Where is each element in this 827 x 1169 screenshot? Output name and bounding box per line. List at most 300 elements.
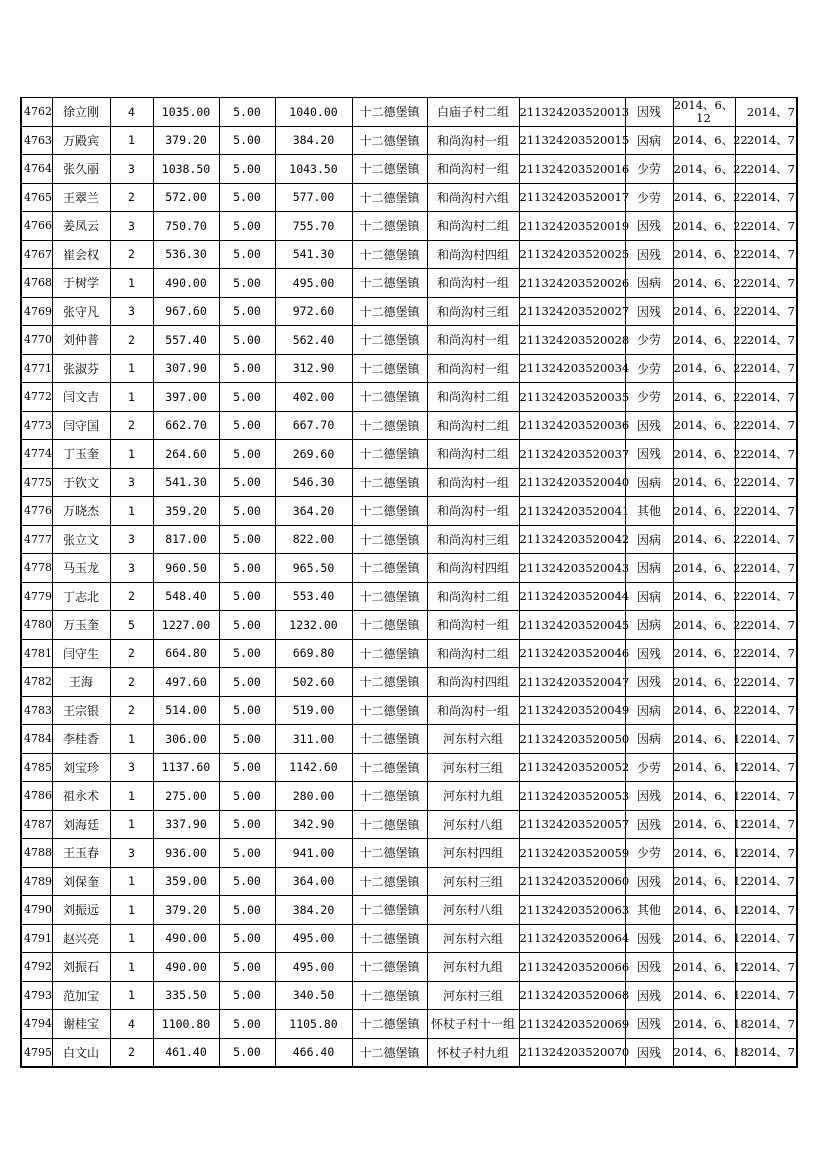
start-month-cell: 2014、7 (735, 98, 797, 127)
household-size-cell: 2 (110, 326, 153, 355)
table-row (21, 554, 797, 583)
record-id-cell: 4788 (21, 839, 52, 868)
town-cell: 十二德堡镇 (352, 1010, 427, 1039)
total-amount-cell: 312.90 (275, 354, 352, 383)
table-row (21, 867, 797, 896)
record-id-cell: 4786 (21, 782, 52, 811)
reason-cell: 因残 (625, 668, 673, 697)
start-month-cell: 2014、7 (735, 497, 797, 526)
increase-amount-cell: 5.00 (219, 696, 275, 725)
approval-date-cell: 2014、6、12 (673, 753, 735, 782)
table-row (21, 1010, 797, 1039)
record-id-cell: 4779 (21, 582, 52, 611)
reason-cell: 因病 (625, 611, 673, 640)
household-size-cell: 1 (110, 354, 153, 383)
increase-amount-cell: 5.00 (219, 582, 275, 611)
approval-date-cell: 2014、6、22 (673, 411, 735, 440)
village-group-cell: 河东村三组 (427, 981, 519, 1010)
name-cell: 张久丽 (52, 155, 110, 184)
name-cell: 刘保奎 (52, 867, 110, 896)
approval-date-cell: 2014、6、12 (673, 953, 735, 982)
total-amount-cell: 1040.00 (275, 98, 352, 127)
reason-cell: 因病 (625, 525, 673, 554)
name-cell: 张立文 (52, 525, 110, 554)
case-code-cell: 211324203520068 (519, 981, 625, 1010)
town-cell: 十二德堡镇 (352, 126, 427, 155)
name-cell: 丁玉奎 (52, 440, 110, 469)
reason-cell: 因残 (625, 240, 673, 269)
table-row (21, 668, 797, 697)
start-month-cell: 2014、7 (735, 297, 797, 326)
total-amount-cell: 502.60 (275, 668, 352, 697)
base-amount-cell: 490.00 (153, 924, 219, 953)
village-group-cell: 河东村九组 (427, 782, 519, 811)
base-amount-cell: 490.00 (153, 269, 219, 298)
reason-cell: 因残 (625, 981, 673, 1010)
table-row (21, 924, 797, 953)
case-code-cell: 211324203520042 (519, 525, 625, 554)
increase-amount-cell: 5.00 (219, 924, 275, 953)
base-amount-cell: 557.40 (153, 326, 219, 355)
household-size-cell: 2 (110, 668, 153, 697)
household-size-cell: 1 (110, 810, 153, 839)
table-row (21, 611, 797, 640)
approval-date-cell: 2014、6、22 (673, 468, 735, 497)
reason-cell: 因残 (625, 440, 673, 469)
approval-date-cell: 2014、6、18 (673, 1010, 735, 1039)
increase-amount-cell: 5.00 (219, 183, 275, 212)
village-group-cell: 怀杖子村十一组 (427, 1010, 519, 1039)
table-row (21, 411, 797, 440)
increase-amount-cell: 5.00 (219, 525, 275, 554)
base-amount-cell: 335.50 (153, 981, 219, 1010)
record-id-cell: 4792 (21, 953, 52, 982)
case-code-cell: 211324203520066 (519, 953, 625, 982)
record-id-cell: 4790 (21, 896, 52, 925)
reason-cell: 少劳 (625, 183, 673, 212)
household-size-cell: 3 (110, 525, 153, 554)
table-row (21, 240, 797, 269)
reason-cell: 因残 (625, 867, 673, 896)
base-amount-cell: 307.90 (153, 354, 219, 383)
start-month-cell: 2014、7 (735, 896, 797, 925)
record-id-cell: 4766 (21, 212, 52, 241)
table-row (21, 725, 797, 754)
village-group-cell: 河东村六组 (427, 725, 519, 754)
base-amount-cell: 664.80 (153, 639, 219, 668)
increase-amount-cell: 5.00 (219, 98, 275, 127)
household-size-cell: 2 (110, 411, 153, 440)
increase-amount-cell: 5.00 (219, 839, 275, 868)
town-cell: 十二德堡镇 (352, 639, 427, 668)
increase-amount-cell: 5.00 (219, 725, 275, 754)
base-amount-cell: 337.90 (153, 810, 219, 839)
town-cell: 十二德堡镇 (352, 725, 427, 754)
increase-amount-cell: 5.00 (219, 554, 275, 583)
name-cell: 祖永术 (52, 782, 110, 811)
table-row (21, 212, 797, 241)
increase-amount-cell: 5.00 (219, 240, 275, 269)
name-cell: 闫守国 (52, 411, 110, 440)
case-code-cell: 211324203520016 (519, 155, 625, 184)
town-cell: 十二德堡镇 (352, 896, 427, 925)
table-body (21, 98, 797, 1068)
name-cell: 王玉春 (52, 839, 110, 868)
base-amount-cell: 536.30 (153, 240, 219, 269)
reason-cell: 少劳 (625, 155, 673, 184)
base-amount-cell: 936.00 (153, 839, 219, 868)
reason-cell: 因病 (625, 582, 673, 611)
start-month-cell: 2014、7 (735, 782, 797, 811)
household-size-cell: 3 (110, 155, 153, 184)
household-size-cell: 2 (110, 582, 153, 611)
case-code-cell: 211324203520019 (519, 212, 625, 241)
table-row (21, 297, 797, 326)
name-cell: 万玉奎 (52, 611, 110, 640)
table-row (21, 126, 797, 155)
base-amount-cell: 497.60 (153, 668, 219, 697)
increase-amount-cell: 5.00 (219, 867, 275, 896)
start-month-cell: 2014、7 (735, 269, 797, 298)
name-cell: 李桂香 (52, 725, 110, 754)
table-row (21, 1038, 797, 1067)
base-amount-cell: 379.20 (153, 126, 219, 155)
town-cell: 十二德堡镇 (352, 240, 427, 269)
table-row (21, 440, 797, 469)
increase-amount-cell: 5.00 (219, 440, 275, 469)
household-size-cell: 2 (110, 183, 153, 212)
table-row (21, 468, 797, 497)
approval-date-cell: 2014、6、22 (673, 183, 735, 212)
total-amount-cell: 364.00 (275, 867, 352, 896)
base-amount-cell: 750.70 (153, 212, 219, 241)
case-code-cell: 211324203520057 (519, 810, 625, 839)
town-cell: 十二德堡镇 (352, 183, 427, 212)
town-cell: 十二德堡镇 (352, 582, 427, 611)
town-cell: 十二德堡镇 (352, 468, 427, 497)
total-amount-cell: 822.00 (275, 525, 352, 554)
village-group-cell: 和尚沟村四组 (427, 554, 519, 583)
case-code-cell: 211324203520028 (519, 326, 625, 355)
reason-cell: 因病 (625, 126, 673, 155)
base-amount-cell: 548.40 (153, 582, 219, 611)
table-row (21, 839, 797, 868)
reason-cell: 因残 (625, 639, 673, 668)
case-code-cell: 211324203520050 (519, 725, 625, 754)
name-cell: 马玉龙 (52, 554, 110, 583)
household-size-cell: 1 (110, 725, 153, 754)
record-id-cell: 4776 (21, 497, 52, 526)
case-code-cell: 211324203520013 (519, 98, 625, 127)
record-id-cell: 4782 (21, 668, 52, 697)
start-month-cell: 2014、7 (735, 810, 797, 839)
base-amount-cell: 662.70 (153, 411, 219, 440)
total-amount-cell: 495.00 (275, 953, 352, 982)
record-id-cell: 4793 (21, 981, 52, 1010)
approval-date-cell: 2014、6、12 (673, 981, 735, 1010)
total-amount-cell: 495.00 (275, 269, 352, 298)
base-amount-cell: 967.60 (153, 297, 219, 326)
base-amount-cell: 359.20 (153, 497, 219, 526)
approval-date-cell: 2014、6、12 (673, 867, 735, 896)
case-code-cell: 211324203520064 (519, 924, 625, 953)
household-size-cell: 1 (110, 867, 153, 896)
reason-cell: 少劳 (625, 326, 673, 355)
village-group-cell: 和尚沟村三组 (427, 525, 519, 554)
start-month-cell: 2014、7 (735, 981, 797, 1010)
village-group-cell: 河东村三组 (427, 753, 519, 782)
table-row (21, 896, 797, 925)
increase-amount-cell: 5.00 (219, 468, 275, 497)
case-code-cell: 211324203520052 (519, 753, 625, 782)
village-group-cell: 和尚沟村二组 (427, 383, 519, 412)
total-amount-cell: 342.90 (275, 810, 352, 839)
approval-date-cell: 2014、6、12 (673, 896, 735, 925)
table-row (21, 383, 797, 412)
town-cell: 十二德堡镇 (352, 354, 427, 383)
increase-amount-cell: 5.00 (219, 668, 275, 697)
record-id-cell: 4768 (21, 269, 52, 298)
village-group-cell: 白庙子村二组 (427, 98, 519, 127)
increase-amount-cell: 5.00 (219, 354, 275, 383)
town-cell: 十二德堡镇 (352, 839, 427, 868)
total-amount-cell: 519.00 (275, 696, 352, 725)
village-group-cell: 河东村九组 (427, 953, 519, 982)
household-size-cell: 5 (110, 611, 153, 640)
village-group-cell: 和尚沟村四组 (427, 668, 519, 697)
village-group-cell: 和尚沟村二组 (427, 582, 519, 611)
table-row (21, 269, 797, 298)
record-id-cell: 4780 (21, 611, 52, 640)
case-code-cell: 211324203520015 (519, 126, 625, 155)
case-code-cell: 211324203520053 (519, 782, 625, 811)
start-month-cell: 2014、7 (735, 839, 797, 868)
start-month-cell: 2014、7 (735, 639, 797, 668)
household-size-cell: 1 (110, 782, 153, 811)
start-month-cell: 2014、7 (735, 411, 797, 440)
case-code-cell: 211324203520047 (519, 668, 625, 697)
total-amount-cell: 1105.80 (275, 1010, 352, 1039)
town-cell: 十二德堡镇 (352, 440, 427, 469)
start-month-cell: 2014、7 (735, 725, 797, 754)
start-month-cell: 2014、7 (735, 867, 797, 896)
approval-date-cell: 2014、6、12 (673, 839, 735, 868)
town-cell: 十二德堡镇 (352, 782, 427, 811)
table-row (21, 155, 797, 184)
household-size-cell: 3 (110, 297, 153, 326)
start-month-cell: 2014、7 (735, 696, 797, 725)
increase-amount-cell: 5.00 (219, 611, 275, 640)
household-size-cell: 3 (110, 212, 153, 241)
base-amount-cell: 306.00 (153, 725, 219, 754)
case-code-cell: 211324203520036 (519, 411, 625, 440)
base-amount-cell: 379.20 (153, 896, 219, 925)
case-code-cell: 211324203520060 (519, 867, 625, 896)
start-month-cell: 2014、7 (735, 240, 797, 269)
reason-cell: 少劳 (625, 839, 673, 868)
case-code-cell: 211324203520037 (519, 440, 625, 469)
increase-amount-cell: 5.00 (219, 297, 275, 326)
total-amount-cell: 1043.50 (275, 155, 352, 184)
start-month-cell: 2014、7 (735, 753, 797, 782)
reason-cell: 因残 (625, 212, 673, 241)
town-cell: 十二德堡镇 (352, 326, 427, 355)
town-cell: 十二德堡镇 (352, 1038, 427, 1067)
record-id-cell: 4789 (21, 867, 52, 896)
record-id-cell: 4781 (21, 639, 52, 668)
start-month-cell: 2014、7 (735, 354, 797, 383)
reason-cell: 因残 (625, 297, 673, 326)
increase-amount-cell: 5.00 (219, 639, 275, 668)
increase-amount-cell: 5.00 (219, 212, 275, 241)
name-cell: 王翠兰 (52, 183, 110, 212)
approval-date-cell: 2014、6、22 (673, 696, 735, 725)
village-group-cell: 和尚沟村一组 (427, 126, 519, 155)
reason-cell: 因病 (625, 269, 673, 298)
approval-date-cell: 2014、6、22 (673, 525, 735, 554)
approval-date-cell: 2014、6、22 (673, 297, 735, 326)
total-amount-cell: 340.50 (275, 981, 352, 1010)
household-size-cell: 1 (110, 953, 153, 982)
increase-amount-cell: 5.00 (219, 383, 275, 412)
start-month-cell: 2014、7 (735, 924, 797, 953)
town-cell: 十二德堡镇 (352, 611, 427, 640)
base-amount-cell: 490.00 (153, 953, 219, 982)
village-group-cell: 和尚沟村一组 (427, 497, 519, 526)
household-size-cell: 1 (110, 497, 153, 526)
reason-cell: 因病 (625, 725, 673, 754)
household-size-cell: 2 (110, 240, 153, 269)
base-amount-cell: 1227.00 (153, 611, 219, 640)
record-id-cell: 4785 (21, 753, 52, 782)
total-amount-cell: 755.70 (275, 212, 352, 241)
record-id-cell: 4791 (21, 924, 52, 953)
household-size-cell: 3 (110, 554, 153, 583)
village-group-cell: 和尚沟村二组 (427, 440, 519, 469)
reason-cell: 因病 (625, 554, 673, 583)
village-group-cell: 和尚沟村一组 (427, 326, 519, 355)
village-group-cell: 和尚沟村三组 (427, 297, 519, 326)
base-amount-cell: 461.40 (153, 1038, 219, 1067)
reason-cell: 因残 (625, 953, 673, 982)
name-cell: 闫文吉 (52, 383, 110, 412)
approval-date-cell: 2014、6、22 (673, 668, 735, 697)
approval-date-cell: 2014、6、12 (673, 782, 735, 811)
approval-date-cell: 2014、6、22 (673, 497, 735, 526)
record-id-cell: 4765 (21, 183, 52, 212)
name-cell: 刘宝珍 (52, 753, 110, 782)
approval-date-cell: 2014、6、12 (673, 97, 734, 125)
household-size-cell: 3 (110, 468, 153, 497)
increase-amount-cell: 5.00 (219, 1010, 275, 1039)
household-size-cell: 4 (110, 98, 153, 127)
base-amount-cell: 541.30 (153, 468, 219, 497)
total-amount-cell: 384.20 (275, 896, 352, 925)
case-code-cell: 211324203520017 (519, 183, 625, 212)
start-month-cell: 2014、7 (735, 440, 797, 469)
name-cell: 谢桂宝 (52, 1010, 110, 1039)
case-code-cell: 211324203520041 (519, 497, 625, 526)
name-cell: 张淑芬 (52, 354, 110, 383)
name-cell: 万晓杰 (52, 497, 110, 526)
reason-cell: 因病 (625, 696, 673, 725)
approval-date-cell: 2014、6、22 (673, 269, 735, 298)
record-id-cell: 4770 (21, 326, 52, 355)
increase-amount-cell: 5.00 (219, 896, 275, 925)
record-id-cell: 4795 (21, 1038, 52, 1067)
record-id-cell: 4777 (21, 525, 52, 554)
approval-date-cell: 2014、6、22 (673, 212, 735, 241)
base-amount-cell: 572.00 (153, 183, 219, 212)
town-cell: 十二德堡镇 (352, 696, 427, 725)
town-cell: 十二德堡镇 (352, 810, 427, 839)
record-id-cell: 4764 (21, 155, 52, 184)
start-month-cell: 2014、7 (735, 1038, 797, 1067)
increase-amount-cell: 5.00 (219, 155, 275, 184)
household-size-cell: 3 (110, 839, 153, 868)
reason-cell: 少劳 (625, 753, 673, 782)
increase-amount-cell: 5.00 (219, 810, 275, 839)
name-cell: 姜凤云 (52, 212, 110, 241)
household-size-cell: 1 (110, 981, 153, 1010)
increase-amount-cell: 5.00 (219, 1038, 275, 1067)
start-month-cell: 2014、7 (735, 611, 797, 640)
village-group-cell: 河东村四组 (427, 839, 519, 868)
increase-amount-cell: 5.00 (219, 326, 275, 355)
household-size-cell: 3 (110, 753, 153, 782)
total-amount-cell: 669.80 (275, 639, 352, 668)
approval-date-cell: 2014、6、18 (673, 1038, 735, 1067)
table-row (21, 98, 797, 127)
record-id-cell: 4775 (21, 468, 52, 497)
base-amount-cell: 514.00 (153, 696, 219, 725)
name-cell: 白文山 (52, 1038, 110, 1067)
base-amount-cell: 1038.50 (153, 155, 219, 184)
start-month-cell: 2014、7 (735, 183, 797, 212)
total-amount-cell: 280.00 (275, 782, 352, 811)
record-id-cell: 4767 (21, 240, 52, 269)
town-cell: 十二德堡镇 (352, 867, 427, 896)
case-code-cell: 211324203520059 (519, 839, 625, 868)
name-cell: 于钦文 (52, 468, 110, 497)
town-cell: 十二德堡镇 (352, 212, 427, 241)
approval-date-cell: 2014、6、22 (673, 582, 735, 611)
case-code-cell: 211324203520046 (519, 639, 625, 668)
village-group-cell: 和尚沟村一组 (427, 468, 519, 497)
start-month-cell: 2014、7 (735, 326, 797, 355)
record-id-cell: 4794 (21, 1010, 52, 1039)
name-cell: 王海 (52, 668, 110, 697)
record-id-cell: 4774 (21, 440, 52, 469)
record-id-cell: 4772 (21, 383, 52, 412)
start-month-cell: 2014、7 (735, 582, 797, 611)
reason-cell: 因病 (625, 468, 673, 497)
household-size-cell: 2 (110, 696, 153, 725)
total-amount-cell: 1232.00 (275, 611, 352, 640)
total-amount-cell: 965.50 (275, 554, 352, 583)
table-row (21, 183, 797, 212)
approval-date-cell: 2014、6、22 (673, 639, 735, 668)
increase-amount-cell: 5.00 (219, 953, 275, 982)
reason-cell: 其他 (625, 497, 673, 526)
table-row (21, 981, 797, 1010)
name-cell: 刘仲普 (52, 326, 110, 355)
town-cell: 十二德堡镇 (352, 155, 427, 184)
reason-cell: 因残 (625, 924, 673, 953)
table-row (21, 782, 797, 811)
case-code-cell: 211324203520025 (519, 240, 625, 269)
reason-cell: 因残 (625, 810, 673, 839)
